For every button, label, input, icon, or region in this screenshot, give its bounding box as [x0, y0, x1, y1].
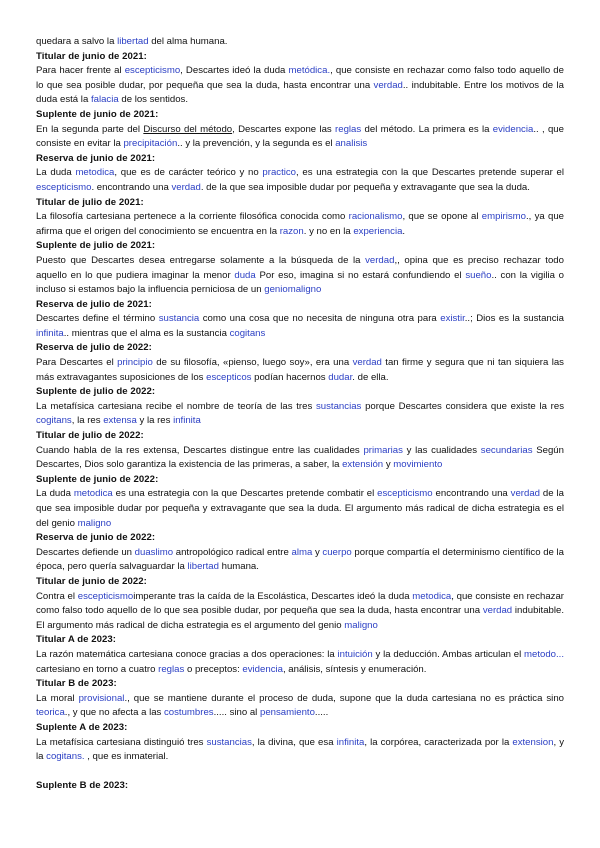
filled-blank-word: racionalismo — [348, 211, 403, 223]
filled-blank-word: metodica — [73, 488, 113, 500]
filled-blank-word: metodica — [75, 167, 115, 179]
paragraph-text: ., que se mantiene durante el proceso de duda, supone que la duda cartesiana no es práctica sino — [124, 692, 564, 704]
paragraph-text: y la deducción. Ambas articulan el — [372, 648, 524, 660]
filled-blank-word: principio — [117, 357, 153, 369]
answer-paragraph — [36, 546, 564, 575]
filled-blank-word: cuerpo — [322, 546, 352, 558]
filled-blank-word: intuición — [337, 648, 373, 660]
answer-paragraph — [36, 692, 564, 721]
filled-blank-word: escepticismo — [36, 181, 92, 193]
answer-paragraph — [36, 444, 564, 473]
filled-blank-word: escepticismo — [77, 590, 134, 602]
document-page — [36, 35, 564, 793]
paragraph-text: En la segunda parte del — [36, 123, 144, 135]
answer-paragraph — [36, 312, 564, 341]
filled-blank-word: evidencia — [492, 123, 534, 135]
section-heading: Titular B de 2023: — [36, 678, 117, 690]
section-heading: Titular A de 2023: — [36, 634, 116, 646]
section-heading: Titular de junio de 2021: — [36, 50, 147, 62]
filled-blank-word: libertad — [117, 36, 149, 47]
filled-blank-word: practico — [262, 167, 297, 179]
filled-blank-word: falacia — [90, 94, 119, 106]
paragraph-text: Descartes defiende un — [36, 546, 135, 558]
filled-blank-word: libertad — [187, 561, 219, 573]
paragraph-text: de su filosofía, «pienso, luego soy», era una — [152, 357, 353, 369]
answer-paragraph — [36, 123, 564, 152]
underlined-title: Discurso del método — [143, 123, 233, 135]
paragraph-text: La razón matemática cartesiana conoce gracias a dos operaciones: la — [36, 648, 338, 660]
section-heading: Reserva de julio de 2022: — [36, 342, 152, 354]
filled-blank-word: evidencia — [242, 663, 283, 675]
paragraph-text: La metafísica cartesiana distinguió tres — [36, 736, 207, 748]
paragraph-text: .. con la vigilia o incluso si estamos bajo la influencia perniciosa de un — [36, 269, 564, 296]
section-heading: Suplente B de 2023: — [36, 779, 129, 791]
filled-blank-word: verdad — [171, 181, 201, 193]
paragraph-text: ..; Dios es la sustancia — [464, 313, 565, 325]
paragraph-text: y — [383, 459, 394, 471]
paragraph-text: , y la — [36, 736, 564, 763]
paragraph-text: quedara a salvo la — [36, 36, 118, 47]
filled-blank-word: existir — [440, 313, 465, 325]
paragraph-text: , la corpórea, caracterizada por la — [364, 736, 513, 748]
paragraph-text: antropológico radical entre — [173, 546, 292, 558]
paragraph-text: La duda — [36, 167, 76, 179]
paragraph-text: La moral — [36, 692, 79, 704]
filled-blank-word: extension — [512, 736, 554, 748]
answer-paragraph — [36, 487, 564, 531]
paragraph-text: Según Descartes, Dios solo garantiza la existencia de las primeras, a saber, la — [36, 444, 564, 471]
filled-blank-word: metodica — [412, 590, 452, 602]
paragraph-text: porque compartía el determinismo científico de la época, pero quería salvaguardar la — [36, 546, 564, 573]
paragraph-text: . encontrando una — [91, 181, 172, 193]
paragraph-text: de la que sea imposible dudar por pequeña y extravagante que sea la duda. El argumento más radical de dicha estrategia es el del genio — [36, 488, 564, 529]
filled-blank-word: escepticismo — [124, 65, 181, 77]
filled-blank-word: duda — [234, 269, 256, 281]
answer-paragraph — [36, 736, 564, 765]
paragraph-text: porque Descartes considera que existe la res — [361, 400, 564, 412]
paragraph-text: . — [402, 225, 406, 237]
section-heading: Suplente de junio de 2022: — [36, 473, 159, 485]
paragraph-text: . de ella. — [352, 371, 389, 383]
filled-blank-word: escepticismo — [377, 488, 433, 500]
paragraph-text: , que se opone al — [402, 211, 482, 223]
paragraph-text: , Descartes ideó la duda — [180, 65, 289, 77]
paragraph-text: , que consiste en rechazar como falso todo aquello de lo que sea posible dudar, por pequeña que sea la duda, hasta encontrar una — [36, 65, 564, 91]
filled-blank-word: reglas — [158, 663, 185, 675]
filled-blank-word: cogitans — [229, 327, 266, 339]
answer-paragraph — [36, 648, 564, 677]
section-heading: Reserva de julio de 2021: — [36, 298, 152, 310]
filled-blank-word: movimiento — [393, 459, 443, 471]
filled-blank-word: verdad — [365, 254, 395, 266]
section-heading: Reserva de junio de 2022: — [36, 532, 156, 544]
paragraph-text: ., ya que afirma que el origen del conocimiento se encuentra en la — [36, 211, 564, 237]
paragraph-text: ..... — [314, 707, 329, 719]
filled-blank-word: duaslimo — [134, 546, 174, 558]
paragraph-text: , que consiste en rechazar como falso todo aquello de lo que sea posible dudar, por pequeña que sea la duda, hasta encontrar una — [36, 590, 565, 617]
paragraph-text: es una estrategia con la que Descartes pretende combatir el — [112, 488, 378, 500]
paragraph-text: , Descartes expone las — [232, 123, 336, 135]
filled-blank-word: infinita — [173, 415, 201, 427]
filled-blank-word: razon — [279, 225, 304, 237]
paragraph-text: , que es inmaterial. — [84, 751, 169, 763]
paragraph-text: .. , que consiste en evitar la — [36, 123, 564, 150]
answer-paragraph — [36, 210, 564, 239]
paragraph-text: ,, opina que es preciso rechazar todo aquello en lo que pudiera imaginar la menor — [36, 254, 564, 281]
filled-blank-word: sustancias — [206, 736, 252, 748]
answer-paragraph — [36, 590, 564, 634]
paragraph-text: . de la que sea imposible dudar por pequeña y extravagante que sea la duda. — [200, 181, 530, 193]
paragraph-text: La duda — [36, 488, 74, 500]
paragraph-text: Por eso, imagina si no estará confundiendo el — [255, 269, 466, 281]
filled-blank-word: alma — [291, 546, 313, 558]
paragraph-text: .. mientras que el alma es la sustancia — [63, 327, 230, 339]
filled-blank-word: dudar — [328, 371, 353, 383]
filled-blank-word: maligno — [77, 517, 112, 529]
filled-blank-word: metódica. — [288, 65, 331, 77]
filled-blank-word: analisis — [335, 138, 368, 150]
section-heading: Titular de julio de 2022: — [36, 430, 144, 442]
paragraph-text: ..... sino al — [213, 707, 260, 719]
paragraph-text: imperante tras la caída de la Escolástica, Descartes ideó la duda — [133, 590, 413, 602]
paragraph-text: humana. — [218, 561, 259, 573]
paragraph-text: y las cualidades — [402, 444, 481, 456]
paragraph-text: , análisis, síntesis y enumeración. — [282, 663, 427, 675]
section-heading: Titular de julio de 2021: — [36, 196, 144, 208]
filled-blank-word: extensa — [103, 415, 137, 427]
paragraph-text: , la divina, que esa — [251, 736, 337, 748]
section-heading: Reserva de junio de 2021: — [36, 152, 156, 164]
answer-paragraph — [36, 64, 564, 108]
paragraph-text: de los sentidos. — [118, 94, 189, 106]
paragraph-text: del alma humana. — [148, 36, 228, 47]
filled-blank-word: maligno — [344, 619, 378, 631]
answer-paragraph — [36, 356, 564, 385]
filled-blank-word: metodo... — [524, 648, 564, 660]
paragraph-text: Para Descartes el — [36, 357, 118, 369]
paragraph-text: , que es de carácter teórico y no — [114, 167, 263, 179]
filled-blank-word: verdad — [510, 488, 541, 500]
paragraph-text: .. y la prevención, y la segunda es el — [177, 138, 336, 150]
filled-blank-word: extensión — [342, 459, 384, 471]
filled-blank-word: precipitación — [123, 138, 178, 150]
paragraph-text: Descartes define el término — [36, 313, 159, 325]
filled-blank-word: geniomaligno — [264, 284, 322, 296]
paragraph-text: La filosofía cartesiana pertenece a la corriente filosófica conocida como — [36, 211, 349, 223]
section-heading: Suplente A de 2023: — [36, 721, 128, 733]
filled-blank-word: escepticos — [206, 371, 252, 383]
filled-blank-word: pensamiento — [259, 707, 315, 719]
paragraph-text: , es una estrategia con la que Descartes pretende superar el — [296, 167, 565, 179]
blank-line — [36, 765, 564, 779]
filled-blank-word: verdad — [482, 605, 513, 617]
filled-blank-word: primarias — [363, 444, 403, 456]
paragraph-text: Cuando habla de la res extensa, Descartes distingue entre las cualidades — [36, 444, 364, 456]
paragraph-text: y — [312, 546, 323, 558]
filled-blank-word: cogitans — [36, 415, 72, 427]
filled-blank-word: sustancias — [316, 400, 362, 412]
answer-paragraph — [36, 400, 564, 429]
paragraph-text: Para hacer frente al — [36, 65, 125, 77]
filled-blank-word: costumbres — [164, 707, 214, 719]
section-heading: Suplente de junio de 2021: — [36, 108, 159, 120]
paragraph-text: tan firme y segura que ni tan siquiera las más extravagantes suposiciones de los — [36, 357, 564, 383]
paragraph-text: del método. La primera es la — [361, 123, 493, 135]
filled-blank-word: verdad — [352, 357, 382, 369]
filled-blank-word: infinita — [336, 736, 365, 748]
paragraph-text: encontrando una — [432, 488, 511, 500]
filled-blank-word: verdad — [373, 79, 403, 91]
filled-blank-word: provisional — [78, 692, 125, 704]
paragraph-text: ., y que no afecta a las — [64, 707, 164, 719]
paragraph-text: La metafísica cartesiana recibe el nombre de teoría de las tres — [36, 400, 316, 412]
paragraph-text: cartesiano en torno a cuatro — [36, 663, 159, 675]
answer-paragraph — [36, 166, 564, 195]
paragraph-text: podían hacernos — [251, 371, 329, 383]
answer-paragraph — [36, 254, 564, 298]
filled-blank-word: sustancia — [158, 313, 200, 325]
filled-blank-word: infinita — [36, 327, 64, 339]
filled-blank-word: secundarias — [480, 444, 533, 456]
filled-blank-word: reglas — [335, 123, 362, 135]
answer-paragraph — [36, 35, 564, 50]
section-heading: Titular de junio de 2022: — [36, 575, 147, 587]
filled-blank-word: cogitans. — [46, 751, 85, 763]
paragraph-text: Puesto que Descartes desea entregarse solamente a la búsqueda de la — [36, 254, 366, 266]
paragraph-text: Contra el — [36, 590, 78, 602]
paragraph-text: , la res — [71, 415, 104, 427]
filled-blank-word: empirismo — [481, 211, 526, 223]
paragraph-text: . y no en la — [303, 225, 354, 237]
filled-blank-word: experiencia — [353, 225, 403, 237]
paragraph-text: indubitable. El argumento más radical de dicha estrategia es el argumento del genio — [36, 605, 564, 631]
filled-blank-word: sueño — [465, 269, 492, 281]
paragraph-text: y la res — [136, 415, 174, 427]
section-heading: Suplente de julio de 2022: — [36, 386, 156, 398]
section-heading: Suplente de julio de 2021: — [36, 240, 156, 252]
filled-blank-word: teorica — [36, 707, 65, 719]
paragraph-text: o preceptos: — [184, 663, 243, 675]
paragraph-text: como una cosa que no necesita de ninguna otra para — [199, 313, 441, 325]
paragraph-text: .. indubitable. Entre los motivos de la duda está la — [36, 79, 564, 106]
